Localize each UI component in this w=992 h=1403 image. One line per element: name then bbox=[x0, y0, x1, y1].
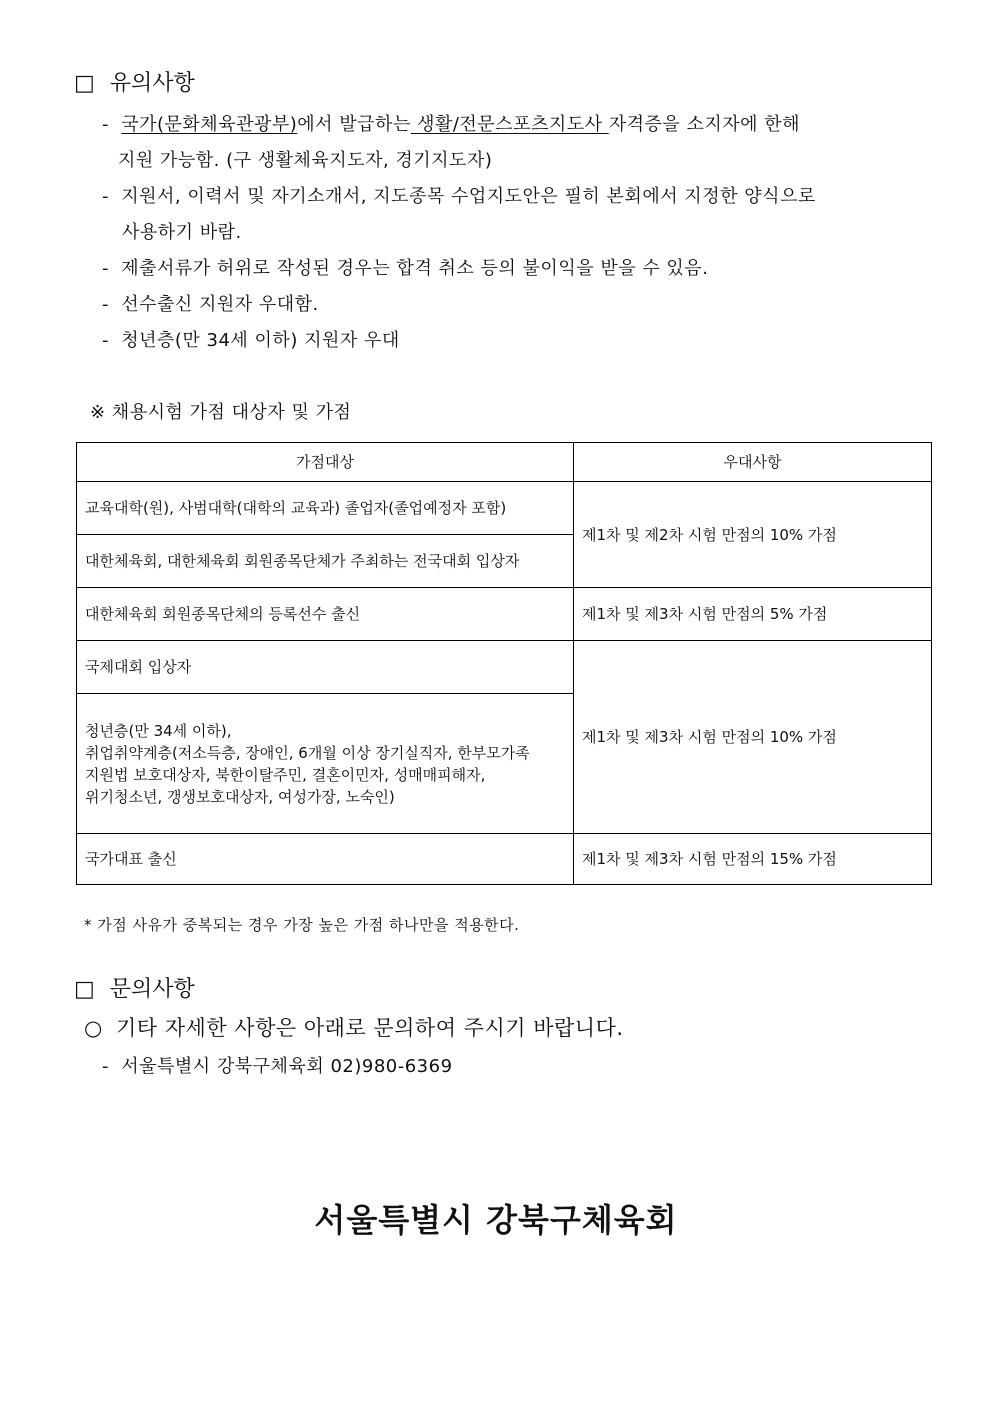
dash-bullet: - bbox=[102, 258, 109, 279]
notice-item-text: 선수출신 지원자 우대함. bbox=[121, 294, 319, 315]
dash-bullet: - bbox=[102, 114, 109, 135]
target-line: 지원법 보호대상자, 북한이탈주민, 결혼이민자, 성매매피해자, bbox=[85, 765, 486, 784]
contact-text: 서울특별시 강북구체육회 02)980-6369 bbox=[121, 1056, 453, 1077]
notice-item-text: 지원서, 이력서 및 자기소개서, 지도종목 수업지도안은 필히 본회에서 지정한 양식으로 bbox=[121, 186, 816, 207]
notice-item-5 bbox=[102, 326, 400, 352]
contact-line bbox=[102, 1052, 453, 1078]
license-text: 생활/전문스포츠지도사 bbox=[410, 114, 609, 135]
target-line: 위기청소년, 갱생보호대상자, 여성가장, 노숙인) bbox=[85, 787, 395, 806]
bonus-title: ※ 채용시험 가점 대상자 및 가점 bbox=[90, 402, 352, 423]
notice-item-2-cont: 사용하기 바람. bbox=[122, 222, 242, 243]
notice-item-text: 청년층(만 34세 이하) 지원자 우대 bbox=[121, 330, 400, 351]
column-header: 가점대상 bbox=[77, 443, 574, 482]
benefit-cell: 제1차 및 제3차 시험 만점의 15% 가점 bbox=[574, 834, 932, 885]
table-row bbox=[77, 834, 932, 885]
notice-heading-text: 유의사항 bbox=[109, 71, 195, 96]
bonus-table bbox=[76, 442, 932, 885]
target-cell-multiline bbox=[77, 694, 574, 834]
benefit-cell: 제1차 및 제3차 시험 만점의 5% 가점 bbox=[574, 588, 932, 641]
notice-item-2 bbox=[102, 182, 816, 208]
benefit-cell: 제1차 및 제2차 시험 만점의 10% 가점 bbox=[574, 482, 932, 588]
target-line: 취업취약계층(저소득층, 장애인, 6개월 이상 장기실직자, 한부모가족 bbox=[85, 743, 530, 762]
target-cell: 교육대학(원), 사범대학(대학의 교육과) 졸업자(졸업예정자 포함) bbox=[77, 482, 574, 535]
checkbox-square-icon: □ bbox=[74, 977, 95, 1002]
inquiry-heading-text: 문의사항 bbox=[109, 977, 195, 1002]
notice-item-1 bbox=[102, 110, 800, 136]
notice-item-1-cont: 지원 가능함. (구 생활체육지도자, 경기지도자) bbox=[118, 150, 493, 171]
column-header: 우대사항 bbox=[574, 443, 932, 482]
notice-heading bbox=[74, 66, 195, 97]
circle-bullet-icon: ○ bbox=[84, 1016, 103, 1040]
ministry-text: 국가(문화체육관광부) bbox=[121, 114, 298, 135]
dash-bullet: - bbox=[102, 186, 109, 207]
target-cell: 국제대회 입상자 bbox=[77, 641, 574, 694]
target-cell: 대한체육회, 대한체육회 회원종목단체가 주최하는 전국대회 입상자 bbox=[77, 535, 574, 588]
target-cell: 국가대표 출신 bbox=[77, 834, 574, 885]
target-line: 청년층(만 34세 이하), bbox=[85, 721, 232, 740]
inquiry-text: 기타 자세한 사항은 아래로 문의하여 주시기 바랍니다. bbox=[116, 1016, 624, 1040]
organization-name: 서울특별시 강북구체육회 bbox=[314, 1201, 678, 1239]
checkbox-square-icon: □ bbox=[74, 71, 95, 96]
target-cell: 대한체육회 회원종목단체의 등록선수 출신 bbox=[77, 588, 574, 641]
notice-item-4 bbox=[102, 290, 319, 316]
notice-item-3 bbox=[102, 254, 708, 280]
bonus-footnote: * 가점 사유가 중복되는 경우 가장 높은 가점 하나만을 적용한다. bbox=[84, 916, 520, 934]
dash-bullet: - bbox=[102, 294, 109, 315]
table-row bbox=[77, 588, 932, 641]
inquiry-line bbox=[84, 1012, 624, 1042]
dash-bullet: - bbox=[102, 1056, 109, 1077]
notice-item-text: 자격증을 소지자에 한해 bbox=[608, 114, 801, 135]
notice-item-text: 제출서류가 허위로 작성된 경우는 합격 취소 등의 불이익을 받을 수 있음. bbox=[121, 258, 709, 279]
notice-item-text: 에서 발급하는 bbox=[297, 114, 411, 135]
table-row bbox=[77, 641, 932, 694]
dash-bullet: - bbox=[102, 330, 109, 351]
inquiry-heading bbox=[74, 972, 195, 1003]
benefit-cell: 제1차 및 제3차 시험 만점의 10% 가점 bbox=[574, 641, 932, 834]
table-row bbox=[77, 482, 932, 535]
